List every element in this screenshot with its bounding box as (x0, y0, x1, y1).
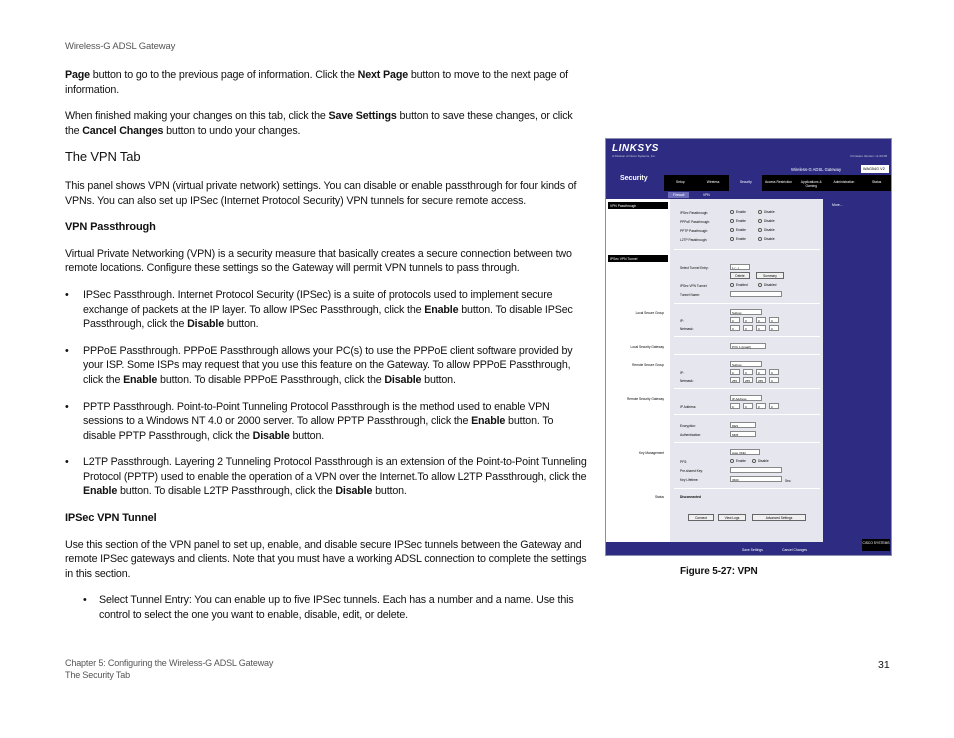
tab-setup[interactable]: Setup (676, 180, 685, 184)
text-run: button. To disable L2TP Passthrough, click the (117, 485, 336, 498)
text-run: IPSec Passthrough. Internet Protocol Security (IPSec) is a suite of protocols used to implement secure exchange of packets at the IP layer. To allow IPSec Passthrough, click the (83, 288, 553, 316)
remote-group-label: Remote Secure Group (632, 363, 664, 367)
bold-term: Enable (123, 373, 158, 386)
pptp-enable-radio[interactable] (730, 228, 746, 232)
pfs-enable-radio[interactable] (730, 459, 746, 463)
text-run: button. To disable IPSec Passthrough, click the (83, 303, 573, 331)
radio-label: Enable (736, 210, 746, 214)
ipsec-disable-radio[interactable] (758, 210, 775, 214)
remote-ip-octet[interactable]: 0 (743, 369, 753, 375)
local-gateway-label: Local Security Gateway (630, 345, 664, 349)
bold-term: Disable (252, 429, 290, 442)
radio-icon (730, 237, 734, 241)
bullet-glyph: • (65, 288, 69, 301)
bold-term: Disable (187, 318, 225, 331)
delete-button[interactable]: Delete (730, 272, 750, 279)
radio-icon (758, 210, 762, 214)
tunnel-enabled-radio[interactable] (730, 283, 748, 287)
cisco-logo: CISCO SYSTEMS (862, 539, 890, 551)
radio-label: Enable (736, 237, 746, 241)
bold-term: Page (65, 69, 90, 81)
document-body (65, 68, 587, 635)
sec-unit: Sec. (785, 479, 792, 483)
tab-administration[interactable]: Administration (833, 180, 855, 184)
text-run: button. (421, 373, 456, 386)
pppoe-disable-radio[interactable] (758, 219, 775, 223)
remote-mask-octet[interactable]: 255 (743, 377, 753, 383)
local-mask-label: Netmask: (680, 327, 694, 331)
encryption-select[interactable]: DES (730, 422, 756, 428)
remote-mask-octet[interactable]: 0 (769, 377, 779, 383)
page-footer (65, 657, 273, 681)
pfs-disable-radio[interactable] (752, 459, 769, 463)
local-mask-octet[interactable]: 0 (743, 325, 753, 331)
text-run: button. To disable PPPoE Passthrough, click the (157, 373, 385, 386)
tunnel-name-label: Tunnel Name: (680, 293, 700, 297)
text-run: button to save these changes, or click the (65, 110, 573, 137)
remote-gw-octet[interactable]: 0 (756, 403, 766, 409)
text-run: Select Tunnel Entry: You can enable up to five IPSec tunnels. Each has a number and a name. Use this control to select the one you want to enable, disable, edit, or delete. (99, 594, 574, 622)
text-run: button to undo your changes. (163, 124, 301, 137)
tab-wireless[interactable]: Wireless (706, 180, 720, 184)
bold-term: Enable (424, 303, 459, 316)
local-ip-octet[interactable]: 0 (730, 317, 740, 323)
pptp-passthrough-label: PPTP Passthrough: (680, 229, 708, 233)
list-item (65, 400, 587, 444)
connect-button[interactable]: Connect (688, 514, 714, 521)
ipsec-enable-radio[interactable] (730, 210, 746, 214)
divider (674, 336, 820, 337)
model-badge: WAG54G V2 (861, 165, 889, 173)
remote-ip-octet[interactable]: 0 (769, 369, 779, 375)
local-ip-octet[interactable]: 0 (756, 317, 766, 323)
remote-gw-octet[interactable]: 0 (743, 403, 753, 409)
bold-term: Cancel Changes (82, 124, 164, 137)
summary-button[interactable]: Summary (756, 272, 784, 279)
text-run: When finished making your changes on this tab, click the (65, 110, 329, 123)
local-mask-octet[interactable]: 0 (756, 325, 766, 331)
l2tp-passthrough-label: L2TP Passthrough: (680, 238, 708, 242)
text-run: PPTP Passthrough. Point-to-Point Tunneling Protocol Passthrough is the method used to enable VPN sessions to a Windows NT 4.0 or 2000 server. To allow PPTP Passthrough, click the (83, 400, 550, 428)
tunnel-name-input[interactable] (730, 291, 782, 297)
key-mgmt-select[interactable]: Auto (IKE) (730, 449, 760, 455)
remote-mask-octet[interactable]: 255 (756, 377, 766, 383)
list-item (65, 593, 587, 622)
view-logs-button[interactable]: View Logs (718, 514, 746, 521)
tab-security[interactable]: Security (729, 175, 762, 191)
firmware-version: Firmware Version: v1.00.08 (850, 154, 887, 158)
radio-label: Disable (764, 228, 775, 232)
remote-mask-label: Netmask: (680, 379, 694, 383)
radio-icon (730, 283, 734, 287)
tab-status[interactable]: Status (871, 180, 882, 184)
page-number: 31 (878, 659, 890, 671)
remote-ip-octet[interactable]: 0 (730, 369, 740, 375)
pppoe-passthrough-label: PPPoE Passthrough: (680, 220, 710, 224)
radio-icon (730, 459, 734, 463)
lifetime-input[interactable]: 3600 (730, 476, 782, 482)
local-group-select[interactable]: Subnet (730, 309, 762, 315)
local-mask-octet[interactable]: 0 (730, 325, 740, 331)
save-settings-button[interactable]: Save Settings (742, 548, 763, 552)
cancel-changes-button[interactable]: Cancel Changes (782, 548, 808, 552)
remote-mask-octet[interactable]: 255 (730, 377, 740, 383)
radio-label: Disable (764, 210, 775, 214)
vpn-screenshot-figure (605, 138, 892, 556)
key-mgmt-label: Key Management (639, 451, 664, 455)
text-run: PPPoE Passthrough. PPPoE Passthrough allows your PC(s) to use the PPPoE client software provided by your ISP. Some ISPs may request that you use this feature on the Gateway. To allow PPPoE Passthrough, click the (83, 344, 573, 386)
radio-label: Disable (764, 219, 775, 223)
text-run: button. (224, 318, 259, 331)
product-bar (664, 161, 892, 175)
psk-label: Pre-shared Key: (680, 469, 704, 473)
divider (674, 488, 820, 489)
subtab-firewall[interactable]: Firewall (668, 192, 689, 198)
radio-label: Enabled (736, 283, 748, 287)
ipsec-heading: IPSec VPN Tunnel (65, 512, 157, 525)
bold-term: Save Settings (328, 110, 397, 123)
text-run: button to move to the next page of information. (65, 69, 568, 96)
ipsec-description: Use this section of the VPN panel to set up, enable, and disable secure IPSec tunnels between the Gateway and remote IPSec gateways and clients. Note that you must have a working ADSL connection to complete the settings in this section. (65, 538, 587, 580)
divider (674, 303, 820, 304)
bullet-glyph: • (65, 344, 69, 357)
text-run: button. (289, 429, 325, 442)
l2tp-disable-radio[interactable] (758, 237, 775, 241)
pfs-label: PFS: (680, 460, 688, 464)
text-run: button. (372, 485, 407, 498)
local-ip-octet[interactable]: 0 (769, 317, 779, 323)
tab-access-restriction[interactable]: Access Restriction (764, 180, 793, 184)
remote-group-select[interactable]: Subnet (730, 361, 762, 367)
logo-subtitle: A Division of Cisco Systems, Inc. (612, 154, 656, 158)
sub-tabs (664, 191, 892, 199)
radio-label: Enable (736, 459, 746, 463)
pptp-disable-radio[interactable] (758, 228, 775, 232)
l2tp-enable-radio[interactable] (730, 237, 746, 241)
footer-section: The Security Tab (65, 670, 130, 680)
ipsec-list (65, 593, 587, 622)
ipsec-tunnel-label: IPSec VPN Tunnel: (680, 284, 708, 288)
radio-icon (730, 210, 734, 214)
psk-input[interactable] (730, 467, 782, 473)
list-item (65, 344, 587, 388)
left-column (606, 199, 670, 542)
help-column (823, 199, 892, 542)
subtab-vpn[interactable]: VPN (703, 193, 710, 197)
remote-ip-address-label: IP Address: (680, 405, 697, 409)
lifetime-label: Key Lifetime: (680, 478, 699, 482)
figure-caption: Figure 5-27: VPN (680, 566, 758, 577)
bullet-glyph: • (65, 456, 69, 469)
divider (674, 414, 820, 415)
product-name: Wireless-G ADSL Gateway (791, 167, 842, 172)
bold-term: Next Page (357, 69, 408, 81)
ipsec-tunnel-bar: IPSec VPN Tunnel (608, 255, 668, 262)
more-link[interactable]: More... (832, 203, 843, 207)
radio-icon (752, 459, 756, 463)
tunnel-entry-select[interactable]: 1 ( - ) (730, 264, 750, 270)
auth-select[interactable]: MD5 (730, 431, 756, 437)
remote-ip-label: IP: (680, 371, 684, 375)
radio-icon (758, 228, 762, 232)
divider (674, 388, 820, 389)
intro-paragraph-2 (65, 109, 587, 138)
radio-label: Enable (736, 228, 746, 232)
vpn-tab-heading: The VPN Tab (65, 149, 141, 165)
radio-label: Enable (736, 219, 746, 223)
remote-gw-octet[interactable]: 0 (730, 403, 740, 409)
main-tabs (664, 175, 892, 191)
linksys-logo: LINKSYS (612, 143, 659, 154)
local-ip-octet[interactable]: 0 (743, 317, 753, 323)
auth-label: Authentication: (680, 433, 702, 437)
advanced-settings-button[interactable]: Advanced Settings (752, 514, 806, 521)
vpn-tab-description: This panel shows VPN (virtual private network) settings. You can disable or enable passthrough for four kinds of VPNs. You can also set up IPSec (Internet Protocol Security) VPN tunnels for secure remote access. (65, 179, 577, 207)
bullet-glyph: • (83, 594, 87, 607)
vpn-passthrough-bar: VPN Passthrough (608, 202, 668, 209)
list-item (65, 288, 587, 332)
intro-paragraph-1 (65, 68, 587, 97)
radio-label: Disable (758, 459, 769, 463)
text-run: button to go to the previous page of information. Click the (89, 69, 358, 81)
text-run: L2TP Passthrough. Layering 2 Tunneling Protocol Passthrough is an extension of the Point-to-Point Tunneling Protocol (PPTP) used to enable the operation of a VPN over the Internet.To allow L2TP Passthrough, click the (83, 456, 587, 483)
radio-icon (758, 219, 762, 223)
remote-gw-octet[interactable]: 0 (769, 403, 779, 409)
passthrough-list (65, 288, 587, 499)
bold-term: Enable (83, 485, 118, 498)
section-title: Security (606, 161, 664, 199)
encryption-label: Encryption: (680, 424, 696, 428)
divider (674, 354, 820, 355)
passthrough-heading: VPN Passthrough (65, 221, 156, 234)
remote-ip-octet[interactable]: 0 (756, 369, 766, 375)
radio-label: Disable (764, 237, 775, 241)
radio-icon (730, 228, 734, 232)
bold-term: Disable (384, 373, 422, 386)
divider (674, 442, 820, 443)
local-mask-octet[interactable]: 0 (769, 325, 779, 331)
status-value: Disconnected (680, 495, 701, 499)
tunnel-entry-label: Select Tunnel Entry: (680, 266, 709, 270)
list-item (65, 455, 587, 499)
radio-icon (758, 283, 762, 287)
bullet-glyph: • (65, 400, 69, 413)
passthrough-description: Virtual Private Networking (VPN) is a security measure that basically creates a secure connection between two remote locations. Configure these settings so the Gateway will permit VPN tunnels to pass through. (65, 247, 572, 275)
divider (674, 249, 820, 250)
ipsec-passthrough-label: IPSec Passthrough: (680, 211, 709, 215)
local-group-label: Local Secure Group (635, 311, 664, 315)
text-run: button. To disable PPTP Passthrough, click the (83, 415, 554, 442)
tab-applications-gaming[interactable]: Applications & Gaming (800, 180, 822, 188)
bold-term: Enable (471, 415, 506, 428)
bold-term: Disable (335, 485, 373, 498)
radio-icon (730, 219, 734, 223)
footer-chapter: Chapter 5: Configuring the Wireless-G ADSL Gateway (65, 658, 274, 668)
remote-gateway-select[interactable]: IP Address (730, 395, 762, 401)
radio-icon (758, 237, 762, 241)
local-gateway-select[interactable]: PVC 1 (ipoa0) (730, 343, 766, 349)
remote-gateway-label: Remote Security Gateway (626, 397, 664, 401)
pppoe-enable-radio[interactable] (730, 219, 746, 223)
radio-label: Disabled (764, 283, 777, 287)
status-label: Status (654, 495, 664, 499)
local-ip-label: IP: (680, 319, 684, 323)
tunnel-disabled-radio[interactable] (758, 283, 776, 287)
running-header: Wireless-G ADSL Gateway (65, 41, 176, 52)
